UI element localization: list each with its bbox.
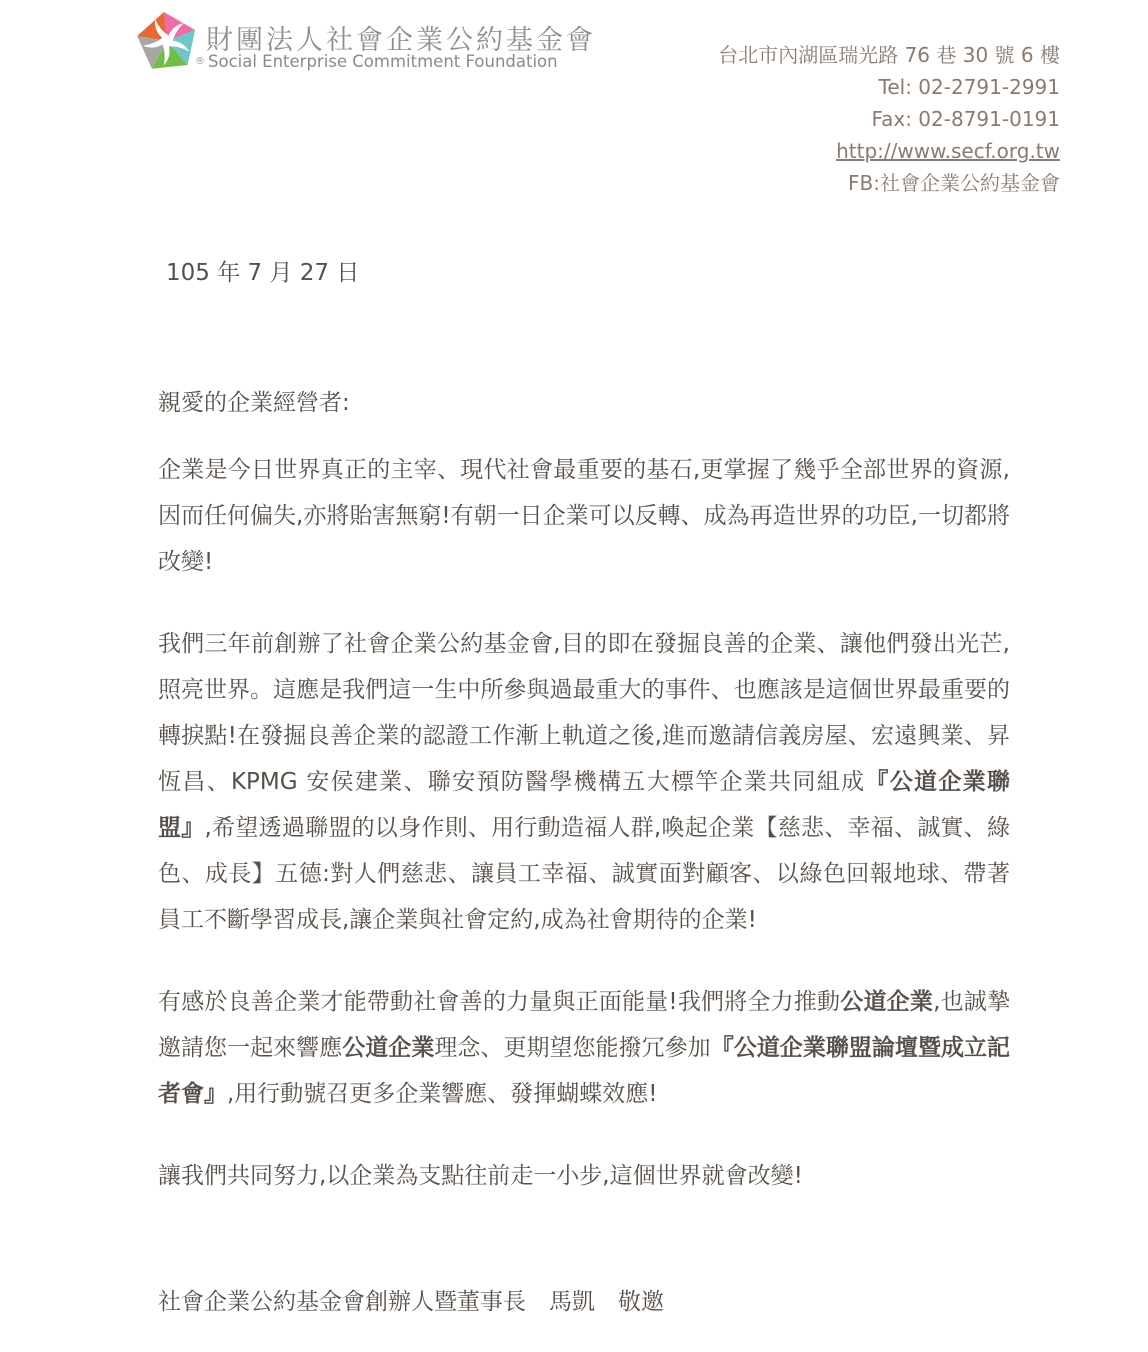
text-run: ,用行動號召更多企業響應、發揮蝴蝶效應! <box>227 1081 658 1107</box>
contact-fax: Fax: 02-8791-0191 <box>871 107 1060 131</box>
text-run: 企業是今日世界真正的主宰、現代社會最重要的基石,更掌握了幾乎全部世界的資源,因而任何偏失,亦將貽害無窮!有朝一日企業可以反轉、成為再造世界的功臣,一切都將改變! <box>158 457 1010 575</box>
org-name-en <box>195 52 558 71</box>
contact-address: 台北市內湖區瑞光路 76 巷 30 號 6 樓 <box>718 43 1060 67</box>
letter-body <box>158 250 1010 1325</box>
text-run: 有感於良善企業才能帶動社會善的力量與正面能量!我們將全力推動 <box>158 989 841 1015</box>
website-link[interactable]: http://www.secf.org.tw <box>836 139 1060 163</box>
letter-signature: 社會企業公約基金會創辦人暨董事長 馬凱 敬邀 <box>158 1289 664 1315</box>
contact-facebook: FB:社會企業公約基金會 <box>848 171 1060 195</box>
letter-salutation: 親愛的企業經營者: <box>158 390 350 416</box>
letter-paragraph <box>158 621 1010 943</box>
registered-trademark-icon: ® <box>195 56 205 67</box>
letter-paragraphs <box>158 447 1010 1199</box>
text-run: 理念、更期望您能撥冗參加 <box>434 1035 711 1061</box>
contact-block <box>718 39 1060 199</box>
letter-paragraph <box>158 979 1010 1117</box>
text-run: ,也誠摯邀請您一起來響應 <box>158 989 1010 1061</box>
bold-text-run: 公道企業 <box>342 1035 435 1061</box>
text-run: 讓我們共同努力,以企業為支點往前走一小步,這個世界就會改變! <box>158 1163 803 1189</box>
letter-paragraph <box>158 447 1010 585</box>
secf-logo-icon <box>136 8 198 74</box>
contact-tel: Tel: 02-2791-2991 <box>878 75 1060 99</box>
bold-text-run: 『公道企業聯盟』 <box>158 769 1010 841</box>
text-run: 我們三年前創辦了社會企業公約基金會,目的即在發掘良善的企業、讓他們發出光芒,照亮世界。這應是我們這一生中所參與過最重大的事件、也應該是這個世界最重要的轉捩點!在發掘良善企業的認證工作漸上軌道之後,進而邀請信義房屋、宏遠興業、昇恆昌、KPMG 安侯建業、聯安預防醫學機構五大標竿企業共同組成 <box>158 631 1010 795</box>
letter-paragraph <box>158 1153 1010 1199</box>
bold-text-run: 『公道企業聯盟論壇暨成立記者會』 <box>158 1035 1011 1107</box>
letter-date: 105 年 7 月 27 日 <box>166 260 360 286</box>
bold-text-run: 公道企業 <box>840 989 934 1015</box>
org-name-en-text: Social Enterprise Commitment Foundation <box>208 52 558 71</box>
org-name-zh: 財團法人社會企業公約基金會 <box>206 25 596 56</box>
text-run: ,希望透過聯盟的以身作則、用行動造福人群,喚起企業【慈悲、幸福、誠實、綠色、成長】五德:對人們慈悲、讓員工幸福、誠實面對顧客、以綠色回報地球、帶著員工不斷學習成長,讓企業與社會定約,成為社會期待的企業! <box>158 815 1011 933</box>
